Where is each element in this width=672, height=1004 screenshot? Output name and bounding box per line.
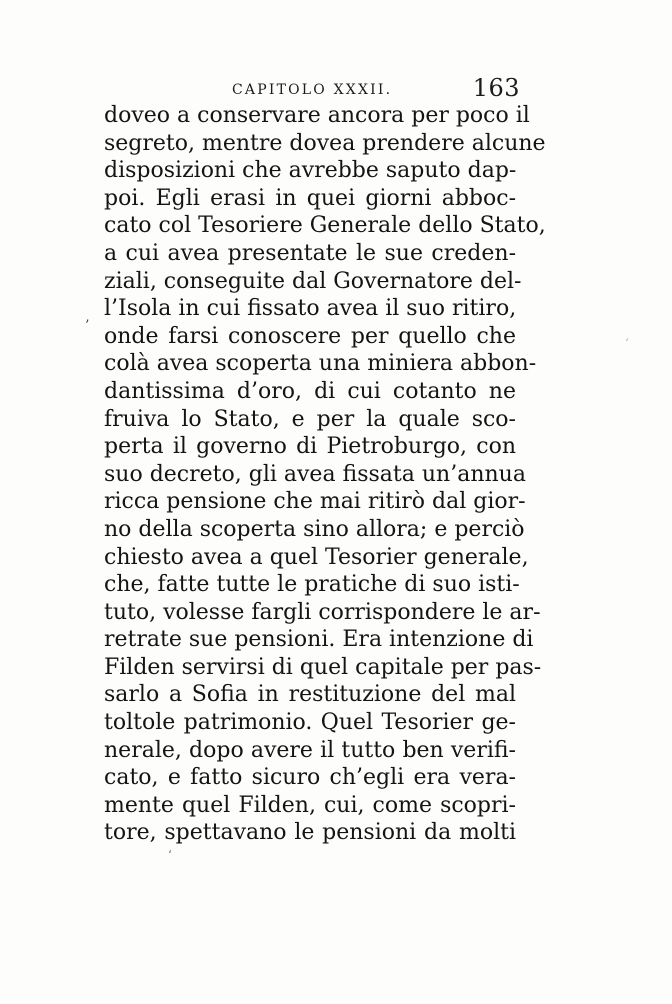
text-line: toltole patrimonio. Quel Tesorier ge- (104, 710, 516, 736)
text-line: sarlo a Sofia in restituzione del mal (104, 682, 516, 708)
text-line: colà avea scoperta una miniera abbon- (104, 351, 537, 377)
text-line: che, fatte tutte le pratiche di suo isti- (104, 572, 520, 598)
text-line: retrate sue pensioni. Era intenzione di (104, 627, 534, 653)
margin-speck: ’ (85, 318, 90, 334)
text-line: mente quel Filden, cui, come scopri- (104, 792, 516, 818)
text-line: nerale, dopo avere il tutto ben verifi- (104, 737, 516, 763)
margin-speck: ‘ (168, 848, 172, 862)
margin-speck: ‘ (625, 336, 629, 350)
text-line: l’Isola in cui fissato avea il suo ritiro, (104, 296, 517, 322)
chapter-heading: CAPITOLO XXXII. (232, 82, 393, 98)
text-line: perta il governo di Pietroburgo, con (104, 434, 516, 460)
text-line: ricca pensione che mai ritirò dal gior- (104, 489, 526, 515)
text-line: chiesto avea a quel Tesorier generale, (104, 544, 529, 570)
text-line: segreto, mentre dovea prendere alcune (104, 130, 546, 156)
text-line: poi. Egli erasi in quei giorni abboc- (104, 185, 516, 211)
text-line: no della scoperta sino allora; e perciò (104, 516, 525, 542)
text-line: tuto, volesse fargli corrispondere le ar- (104, 599, 541, 625)
body-text (104, 102, 546, 847)
text-line: disposizioni che avrebbe saputo dap- (104, 158, 517, 184)
text-line: a cui avea presentate le sue creden- (104, 240, 516, 266)
text-line: suo decreto, gli avea fissata un’annua (104, 461, 526, 487)
text-line: doveo a conservare ancora per poco il (104, 103, 530, 128)
text-line: onde farsi conoscere per quello che (104, 323, 516, 349)
text-line: ziali, conseguite dal Governatore del- (104, 268, 522, 294)
running-head (232, 74, 520, 104)
text-line: tore, spettavano le pensioni da molti (104, 820, 516, 846)
text-line: dantissima d’oro, di cui cotanto ne (104, 378, 516, 404)
text-line: fruiva lo Stato, e per la quale sco- (104, 406, 516, 432)
text-line: cato col Tesoriere Generale dello Stato, (104, 213, 546, 239)
text-line: Filden servirsi di quel capitale per pas- (104, 654, 542, 680)
page-number: 163 (472, 74, 520, 102)
text-line: cato, e fatto sicuro ch’egli era vera- (104, 765, 516, 791)
